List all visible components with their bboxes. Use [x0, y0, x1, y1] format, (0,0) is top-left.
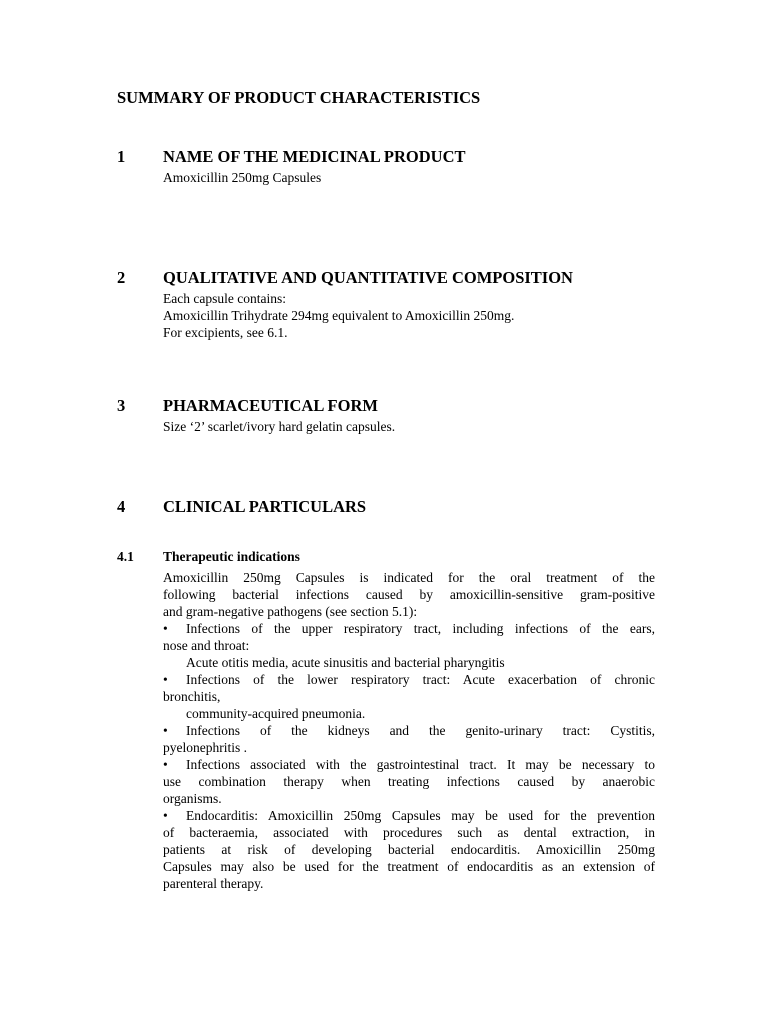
product-name: Amoxicillin 250mg Capsules	[163, 170, 322, 185]
composition-line: Each capsule contains:	[163, 291, 286, 306]
composition-line: For excipients, see 6.1.	[163, 325, 288, 340]
section-2-heading: QUALITATIVE AND QUANTITATIVE COMPOSITION	[163, 268, 573, 287]
bullet-text: Infections of the kidneys and the genito-urinary tract: Cystitis,	[186, 723, 655, 738]
bullet-line	[163, 620, 655, 637]
bullet-continuation: of bacteraemia, associated with procedures such as dental extraction, in	[163, 825, 655, 840]
bullet-line	[163, 671, 655, 688]
indications-body	[163, 569, 655, 892]
section-3-heading: PHARMACEUTICAL FORM	[163, 396, 378, 415]
section-4-number: 4	[117, 497, 126, 516]
document-title: SUMMARY OF PRODUCT CHARACTERISTICS	[117, 88, 481, 107]
bullet-detail: community-acquired pneumonia.	[186, 706, 366, 721]
bullet-line	[163, 807, 655, 824]
intro-line: and gram-negative pathogens (see section 5.1):	[163, 604, 418, 619]
bullet-text: Infections of the upper respiratory tract, including infections of the ears,	[186, 621, 655, 636]
bullet-continuation: pyelonephritis .	[163, 740, 247, 755]
bullet-continuation: bronchitis,	[163, 689, 221, 704]
bullet-line	[163, 722, 655, 739]
pharmaceutical-form-line: Size ‘2’ scarlet/ivory hard gelatin capsules.	[163, 419, 396, 434]
bullet-continuation: organisms.	[163, 791, 222, 806]
bullet-icon: •	[163, 808, 168, 823]
subsection-4-1-heading: Therapeutic indications	[163, 549, 300, 564]
section-1-heading: NAME OF THE MEDICINAL PRODUCT	[163, 147, 466, 166]
section-1-number: 1	[117, 147, 126, 166]
bullet-text: Endocarditis: Amoxicillin 250mg Capsules may be used for the prevention	[186, 808, 655, 823]
bullet-text: Infections of the lower respiratory tract: Acute exacerbation of chronic	[186, 672, 655, 687]
bullet-text: Infections associated with the gastrointestinal tract. It may be necessary to	[186, 757, 655, 772]
intro-line: following bacterial infections caused by amoxicillin-sensitive gram-positive	[163, 587, 655, 602]
bullet-continuation: patients at risk of developing bacterial endocarditis. Amoxicillin 250mg	[163, 842, 655, 857]
composition-line: Amoxicillin Trihydrate 294mg equivalent to Amoxicillin 250mg.	[163, 308, 515, 323]
bullet-continuation: nose and throat:	[163, 638, 250, 653]
bullet-detail: Acute otitis media, acute sinusitis and bacterial pharyngitis	[186, 655, 505, 670]
section-4-heading: CLINICAL PARTICULARS	[163, 497, 367, 516]
bullet-continuation: parenteral therapy.	[163, 876, 264, 891]
section-3-number: 3	[117, 396, 126, 415]
section-2-number: 2	[117, 268, 126, 287]
bullet-line	[163, 756, 655, 773]
bullet-continuation: Capsules may also be used for the treatment of endocarditis as an extension of	[163, 859, 655, 874]
bullet-icon: •	[163, 672, 168, 687]
intro-line: Amoxicillin 250mg Capsules is indicated for the oral treatment of the	[163, 570, 655, 585]
bullet-icon: •	[163, 723, 168, 738]
bullet-icon: •	[163, 621, 168, 636]
bullet-icon: •	[163, 757, 168, 772]
bullet-continuation: use combination therapy when treating infections caused by anaerobic	[163, 774, 655, 789]
subsection-4-1-number: 4.1	[117, 549, 134, 564]
